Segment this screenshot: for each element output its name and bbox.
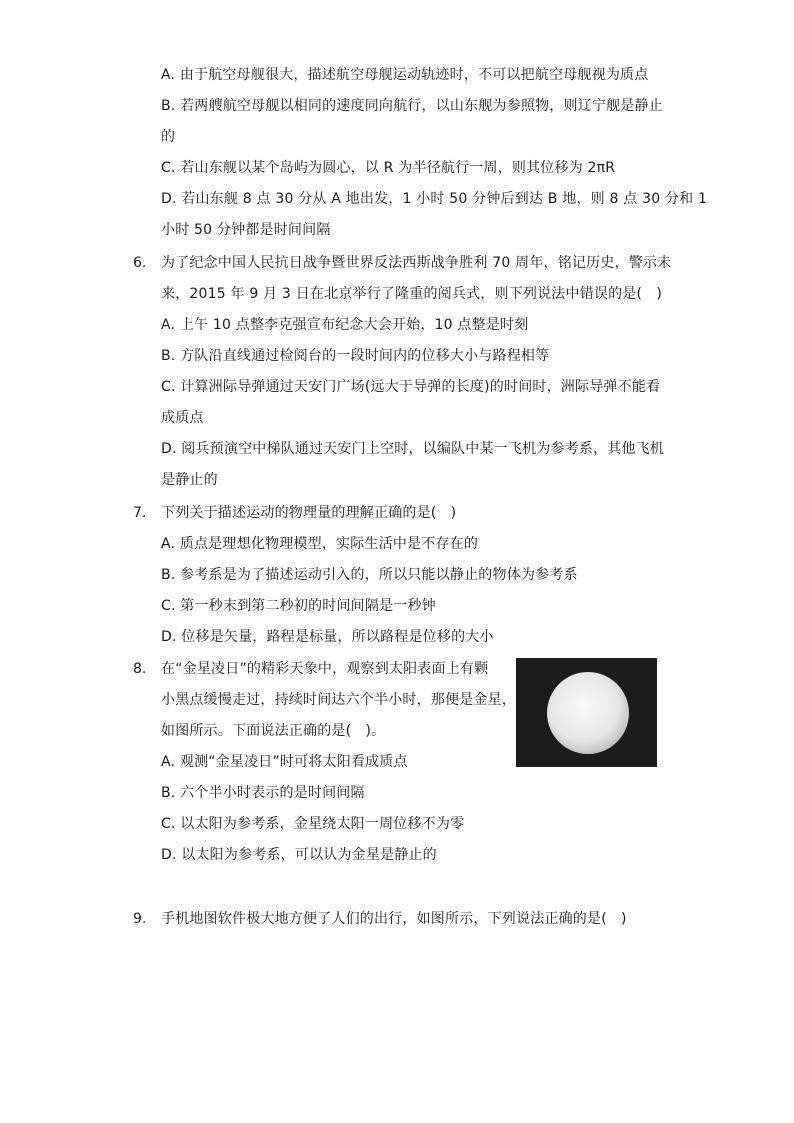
q6-option-d: D. 阅兵预演空中梯队通过天安门上空时，以编队中某一飞机为参考系，其他飞机 (161, 441, 665, 457)
q8-number: 8. (133, 661, 147, 677)
q8-option-b: B. 六个半小时表示的是时间间隔 (161, 785, 365, 801)
q5-option-c: C. 若山东舰以某个岛屿为圆心，以 R 为半径航行一周，则其位移为 2πR (161, 160, 616, 176)
q5-option-d: D. 若山东舰 8 点 30 分从 A 地出发，1 小时 50 分钟后到达 B 地，则 8 点 30 分和 1 (161, 191, 708, 207)
q8-stem-cont: 小黑点缓慢走过，持续时间达六个半小时，那便是金星， (161, 692, 516, 708)
q6-number: 6. (133, 255, 147, 271)
venus-dot (618, 681, 622, 685)
q8-option-c: C. 以太阳为参考系，金星绕太阳一周位移不为零 (161, 816, 465, 832)
q8-option-a: A. 观测“金星凌日”时可将太阳看成质点 (161, 754, 408, 770)
q6-option-c: C. 计算洲际导弹通过天安门广场(远大于导弹的长度)的时间时，洲际导弹不能看 (161, 379, 661, 395)
q5-option-a: A. 由于航空母舰很大，描述航空母舰运动轨迹时，不可以把航空母舰视为质点 (161, 67, 649, 83)
q5-option-d-cont: 小时 50 分钟都是时间间隔 (161, 222, 331, 238)
q6-option-c-cont: 成质点 (161, 410, 204, 426)
q6-option-b: B. 方队沿直线通过检阅台的一段时间内的位移大小与路程相等 (161, 348, 550, 364)
q7-option-a: A. 质点是理想化物理模型，实际生活中是不存在的 (161, 536, 479, 552)
q9-stem: 手机地图软件极大地方便了人们的出行，如图所示，下列说法正确的是( ) (161, 911, 627, 927)
q8-stem-cont-2: 如图所示。下面说法正确的是( )。 (161, 723, 386, 739)
q7-option-b: B. 参考系是为了描述运动引入的，所以只能以静止的物体为参考系 (161, 567, 578, 583)
q7-option-d: D. 位移是矢量，路程是标量，所以路程是位移的大小 (161, 629, 494, 645)
q7-number: 7. (133, 505, 147, 521)
q5-option-b-cont: 的 (161, 129, 176, 145)
q5-option-b: B. 若两艘航空母舰以相同的速度同向航行，以山东舰为参照物，则辽宁舰是静止 (161, 98, 663, 114)
q8-option-d: D. 以太阳为参考系，可以认为金星是静止的 (161, 847, 437, 863)
q8-stem: 在“金星凌日”的精彩天象中，观察到太阳表面上有颗 (161, 661, 489, 677)
q7-option-c: C. 第一秒末到第二秒初的时间间隔是一秒钟 (161, 598, 436, 614)
sun-disc (547, 672, 629, 754)
sun-illustration (516, 658, 657, 767)
q6-option-a: A. 上午 10 点整李克强宣布纪念大会开始，10 点整是时刻 (161, 317, 529, 333)
q6-stem: 为了纪念中国人民抗日战争暨世界反法西斯战争胜利 70 周年，铭记历史，警示未 (161, 255, 672, 271)
q7-stem: 下列关于描述运动的物理量的理解正确的是( ) (161, 505, 457, 521)
q6-stem-cont: 来，2015 年 9 月 3 日在北京举行了隆重的阅兵式，则下列说法中错误的是( ) (161, 286, 663, 302)
q6-option-d-cont: 是静止的 (161, 472, 218, 488)
venus-transit-photo (516, 658, 657, 767)
q9-number: 9. (133, 911, 147, 927)
